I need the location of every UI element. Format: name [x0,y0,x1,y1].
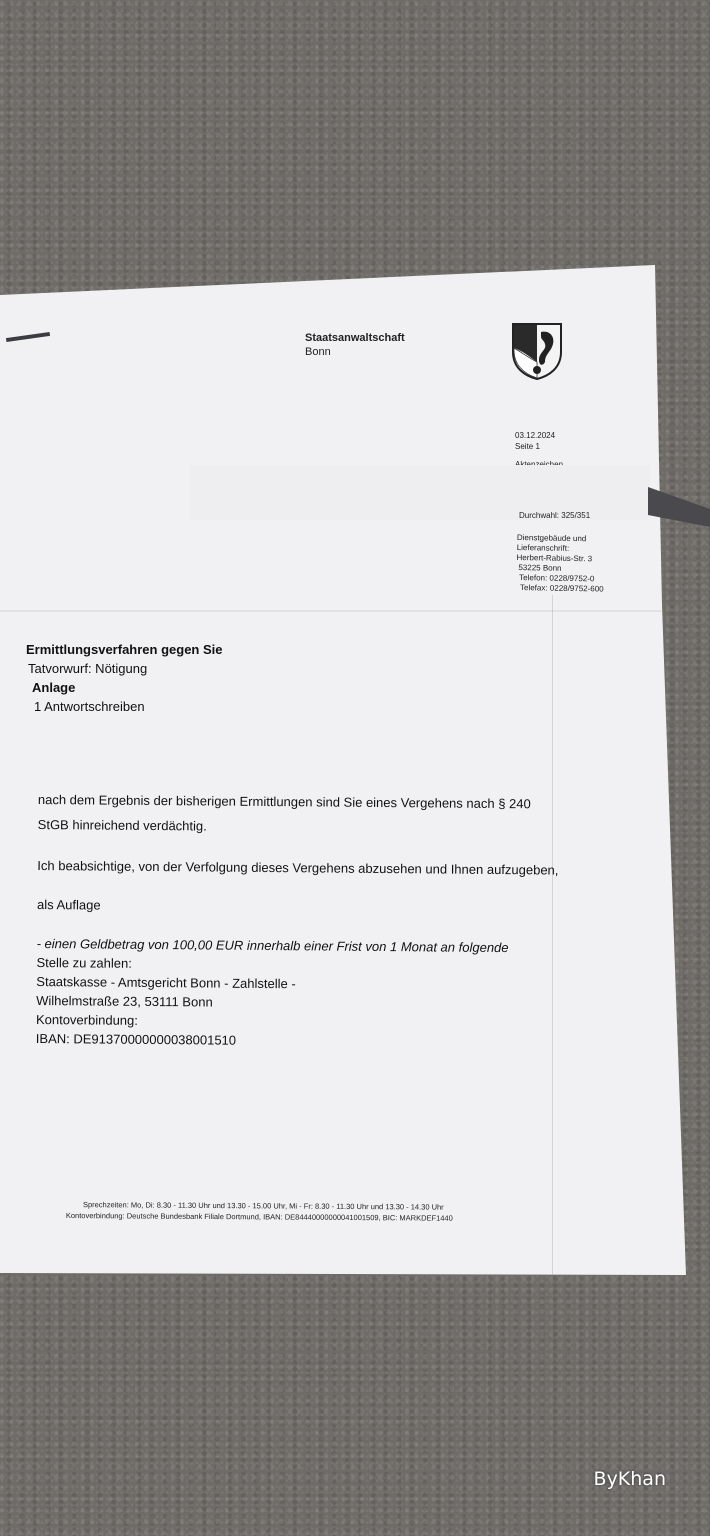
body-paragraph: Ich beabsichtige, von der Verfolgung dieses Vergehens abzusehen und Ihnen aufzugeben, [37,857,559,878]
letter-date: 03.12.2024 [515,431,556,440]
address-line: Lieferanschrift: [516,542,570,553]
address-line: 53225 Bonn [518,563,562,573]
subject-block [26,640,223,716]
payee: Staatskasse - Amtsgericht Bonn - Zahlstelle - [36,973,296,992]
body-paragraph: - einen Geldbetrag von 100,00 EUR innerhalb einer Frist von 1 Monat an folgende [36,935,509,956]
address-line: Telefon: 0228/9752-0 [519,573,595,584]
letter-page: Seite 1 [515,442,540,451]
sender-city: Bonn [305,346,331,358]
payee-address: Wilhelmstraße 23, 53111 Bonn [36,992,213,1010]
direct-dial: Durchwahl: 325/351 [519,511,591,520]
body-paragraph: StGB hinreichend verdächtig. [37,816,207,834]
address-block [516,533,605,595]
body-paragraph: als Auflage [36,896,101,913]
address-line: Telefax: 0228/9752-600 [519,583,604,594]
letter-body [36,790,594,1053]
address-line: Herbert-Rabius-Str. 3 [516,552,593,564]
attachment-item: 1 Antwortschreiben [34,699,145,714]
letter-paper [0,265,686,1275]
account-label: Kontoverbindung: [35,1011,138,1028]
body-paragraph: Stelle zu zahlen: [36,954,132,971]
body-paragraph: nach dem Ergebnis der bisherigen Ermittlungen sind Sie eines Vergehens nach § 240 [37,791,531,812]
address-line: Dienstgebäude und [516,533,587,544]
letter-meta [515,430,563,470]
letter-footer [66,1199,453,1224]
iban: IBAN: DE91370000000038001510 [35,1030,237,1048]
attachment-label: Anlage [32,680,76,695]
watermark: ByKhan [593,1468,666,1490]
nrw-coat-of-arms-icon [511,322,563,380]
subject-title: Ermittlungsverfahren gegen Sie [26,642,223,657]
office-hours: Sprechzeiten: Mo, Di: 8.30 - 11.30 Uhr und 13.30 - 15.00 Uhr, Mi - Fr: 8.30 - 11.30 Uhr und 13.30 - 14.30 Uhr [82,1200,444,1212]
bank-details: Kontoverbindung: Deutsche Bundesbank Filiale Dortmund, IBAN: DE84440000000041001509, BIC: MARKDEF1440 [65,1210,453,1223]
sender-block [305,331,405,359]
sender-org: Staatsanwaltschaft [305,332,405,344]
subject-charge: Tatvorwurf: Nötigung [28,661,148,676]
